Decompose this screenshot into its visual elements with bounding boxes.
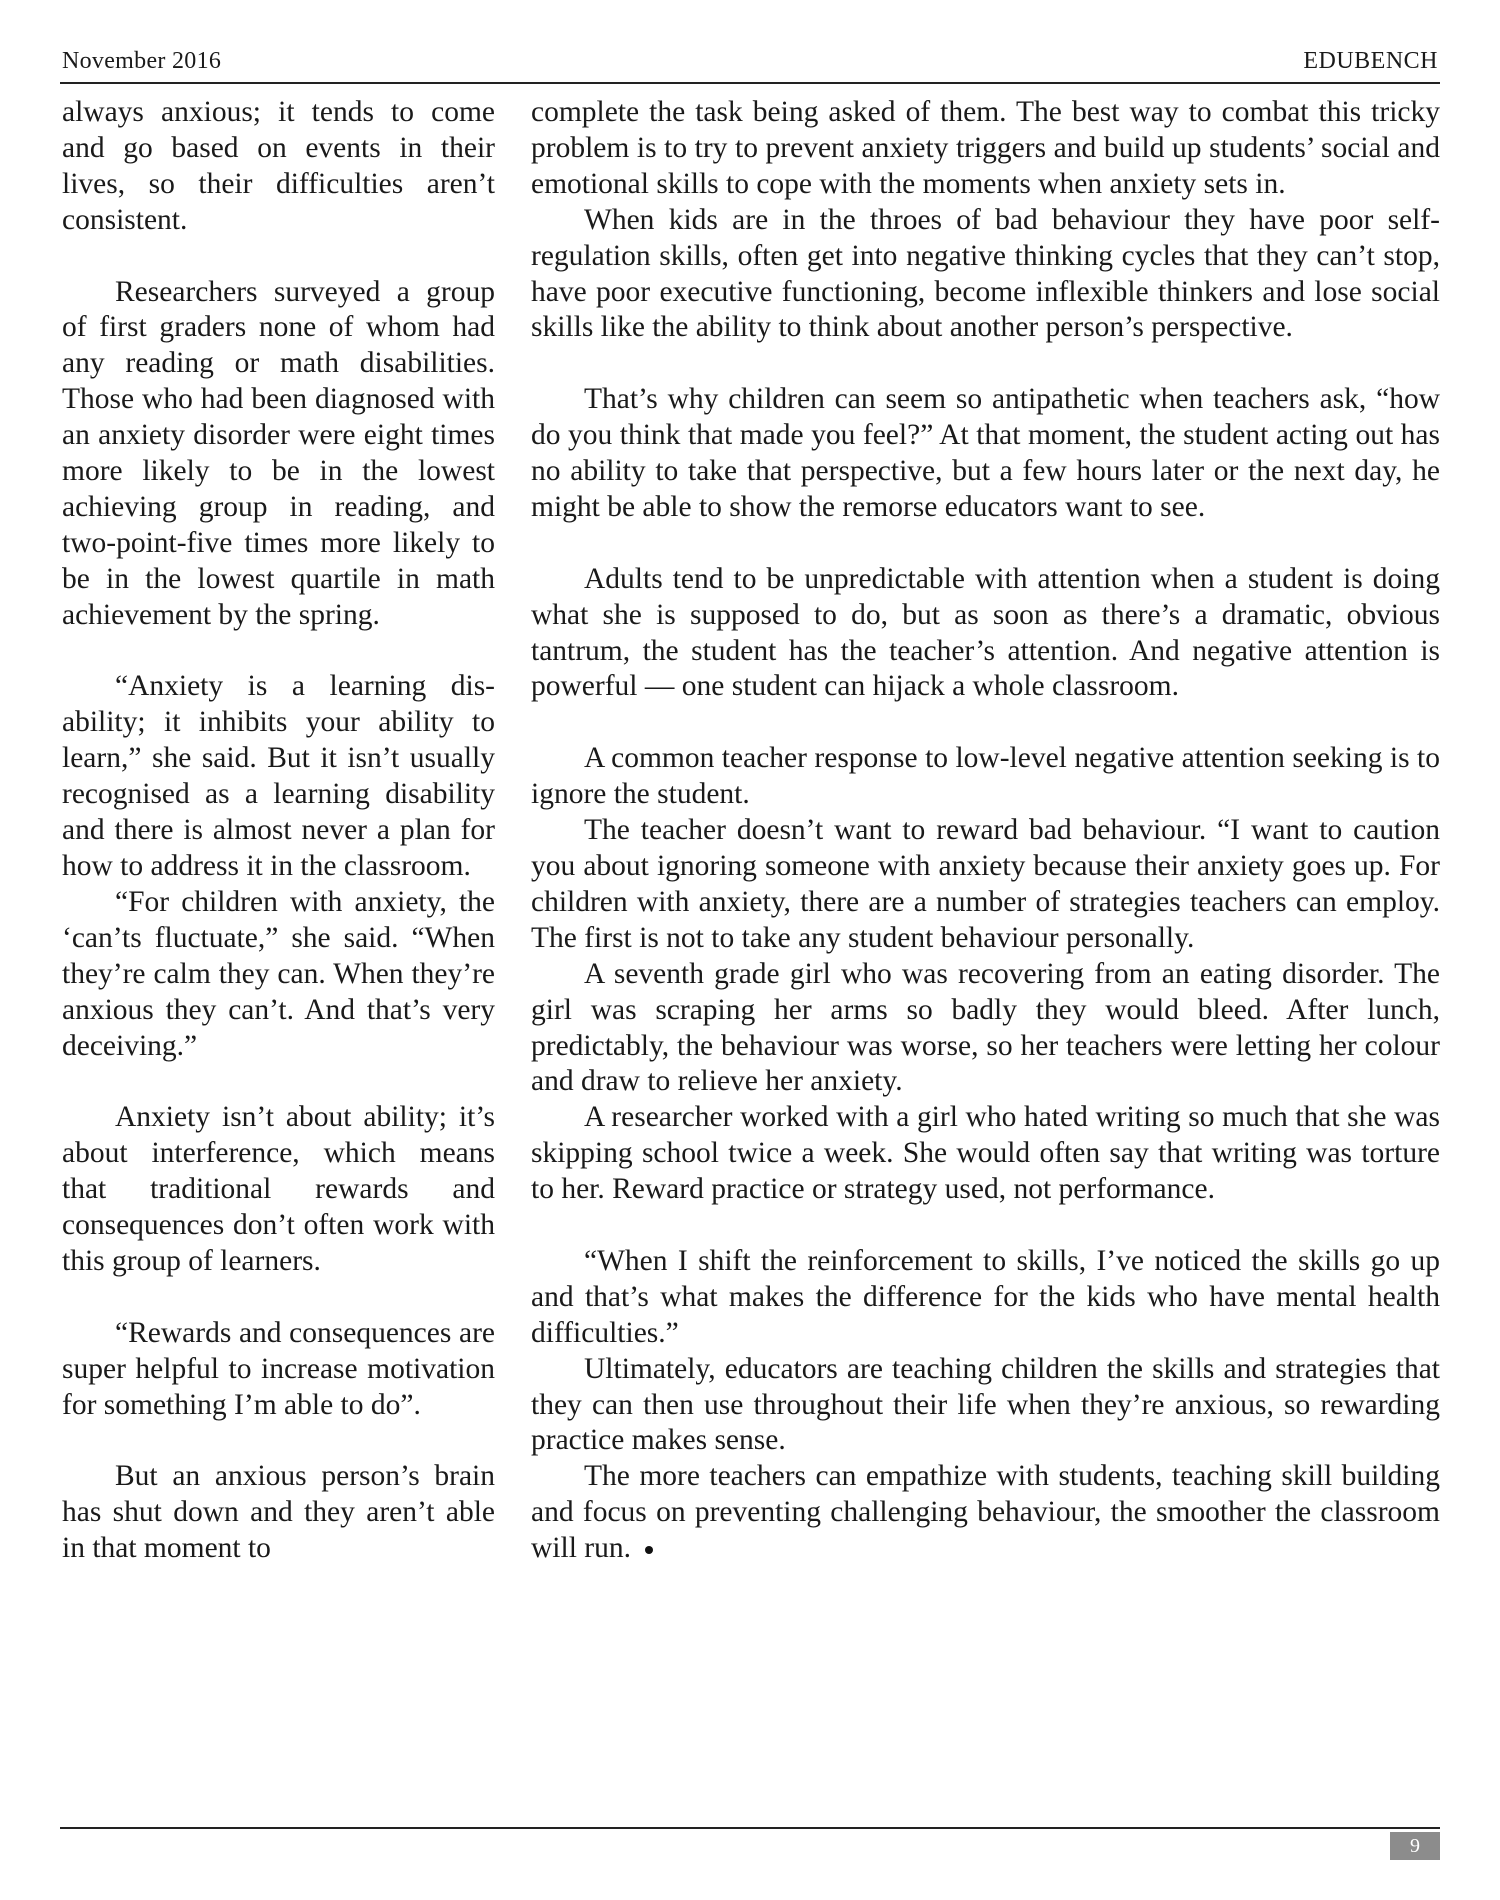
paragraph: But an anxious person’s brain has shut down and they aren’t able in that moment to <box>62 1460 495 1565</box>
paragraph: A seventh grade girl who was recovering from an eating disorder. The girl was scraping her arms so badly they would bleed. After lunch, predictably, the behaviour was worse, so her teachers were letting her colour and draw to relieve her anxiety. <box>531 957 1440 1098</box>
paragraph: Adults tend to be unpredictable with attention when a student is doing what she is supposed to do, but as soon as there’s a dramatic, obvious tantrum, the student has the teacher’s attention. And negative attention is powerful — one student can hijack a whole classroom. <box>531 562 1440 703</box>
paragraph: “When I shift the reinforcement to skills, I’ve noticed the skills go up and that’s what makes the difference for the kids who have mental health difficulties.” <box>531 1244 1440 1349</box>
paragraph: When kids are in the throes of bad behaviour they have poor self-regulation skills, often get into negative thinking cycles that they can’t stop, have poor executive functioning, become inflexible thinkers and lose social skills like the ability to think about another person’s perspective. <box>531 203 1440 344</box>
closing-paragraph <box>531 1459 1440 1567</box>
paragraph: Ultimately, educators are teaching children the skills and strategies that they can then use throughout their life when they’re anxious, so rewarding practice makes sense. <box>531 1352 1440 1457</box>
left-column <box>62 95 495 1567</box>
paragraph: A researcher worked with a girl who hated writing so much that she was skipping school twice a week. She would often say that writing was torture to her. Reward practice or strategy used, not performance. <box>531 1101 1440 1206</box>
paragraph: Researchers surveyed a group of first graders none of whom had any reading or math disabilities. Those who had been diagnosed with an anxiety disorder were eight times more likely to be in the lowest achieving group in reading, and two-point-five times more likely to be in the lowest quartile in math achievement by the spring. <box>62 275 495 631</box>
paragraph: “Rewards and consequences are super helpful to increase motivation for something I’m able to do”. <box>62 1316 495 1421</box>
right-column <box>531 95 1440 1567</box>
paragraph: always anxious; it tends to come and go based on events in their lives, so their difficulties aren’t consistent. <box>62 96 495 236</box>
issue-date: November 2016 <box>62 48 222 74</box>
page-number: 9 <box>1390 1832 1440 1860</box>
publication-name: EDUBENCH <box>1303 48 1438 74</box>
paragraph: complete the task being asked of them. The best way to combat this tricky problem is to try to prevent anxiety triggers and build up students’ social and emotional skills to cope with the moments when anxiety sets in. <box>531 96 1440 200</box>
paragraph-text: The more teachers can empathize with students, teaching skill building and focus on preventing challenging behaviour, the smoother the classroom will run. <box>531 1460 1440 1565</box>
paragraph: Anxiety isn’t about ability; it’s about interference, which means that traditional rewards and consequences don’t often work with this group of learners. <box>62 1101 495 1277</box>
end-of-article-bullet-icon <box>645 1546 653 1554</box>
header-divider <box>60 82 1440 84</box>
footer-divider <box>60 1827 1440 1829</box>
paragraph: “Anxiety is a learning disability; it inhibits your ability to learn,” she said. But it isn’t usually recognised as a learning disability and there is almost never a plan for how to address it in the classroom. <box>62 670 495 882</box>
paragraph: That’s why children can seem so antipathetic when teachers ask, “how do you think that made you feel?” At that moment, the student acting out has no ability to take that perspective, but a few hours later or the next day, he might be able to show the remorse educators want to see. <box>531 383 1440 523</box>
paragraph: “For children with anxiety, the ‘can’ts fluctuate,” she said. “When they’re calm they can. When they’re anxious they can’t. And that’s very deceiving.” <box>62 885 495 1062</box>
paragraph: The teacher doesn’t want to reward bad behaviour. “I want to caution you about ignoring someone with anxiety because their anxiety goes up. For children with anxiety, there are a number of strategies teachers can employ. The first is not to take any student behaviour personally. <box>531 814 1440 954</box>
paragraph: A common teacher response to low-level negative attention seeking is to ignore the student. <box>531 742 1440 811</box>
